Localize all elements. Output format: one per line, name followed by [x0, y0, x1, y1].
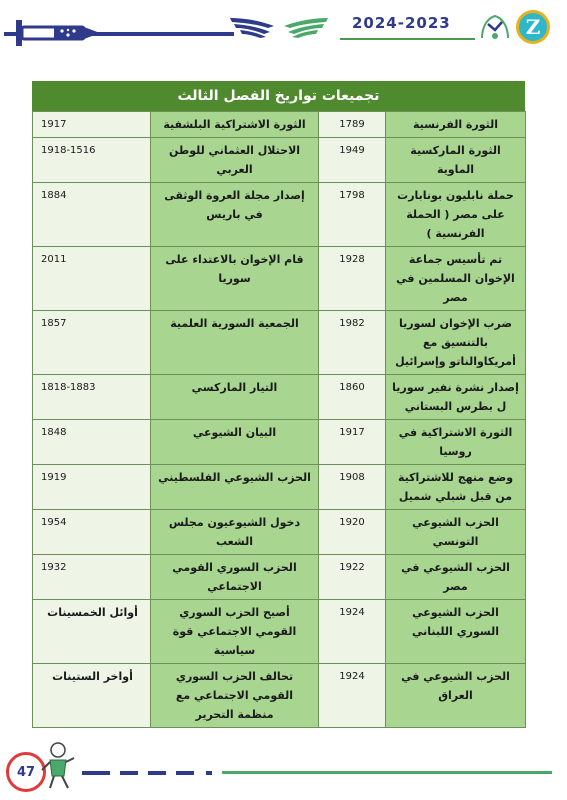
year-cell: 1860 [319, 375, 386, 420]
event-cell: دخول الشيوعيون مجلس الشعب [151, 510, 319, 555]
event-cell: وضع منهج للاشتراكية من قبل شبلي شميل [386, 465, 526, 510]
page-number: 47 [6, 752, 46, 792]
event-cell: الحزب السوري القومي الاجتماعي [151, 555, 319, 600]
wing-icon [228, 14, 276, 40]
event-cell: تحالف الحزب السوري القومي الاجتماعي مع منظمة التحرير [151, 664, 319, 728]
academic-year: 2024-2023 [352, 14, 451, 32]
year-cell: 1982 [319, 311, 386, 375]
table-title: تجميعات تواريخ الفصل الثالث [32, 81, 525, 111]
year-cell: 1789 [319, 112, 386, 138]
year-cell: 1857 [33, 311, 151, 375]
event-cell: الجمعية السورية العلمية [151, 311, 319, 375]
year-cell: 1919 [33, 465, 151, 510]
year-cell: 1928 [319, 247, 386, 311]
event-cell: الاحتلال العثماني للوطن العربي [151, 138, 319, 183]
event-cell: الحزب الشيوعي السوري اللبناني [386, 600, 526, 664]
year-cell: 1954 [33, 510, 151, 555]
year-cell: 1798 [319, 183, 386, 247]
year-cell: أوائل الخمسينات [33, 600, 151, 664]
event-cell: التيار الماركسي [151, 375, 319, 420]
event-cell: إصدار مجلة العروة الوثقى في باريس [151, 183, 319, 247]
year-cell: 1920 [319, 510, 386, 555]
event-cell: الثورة الماركسية الماوية [386, 138, 526, 183]
year-cell: 1924 [319, 664, 386, 728]
table-row [33, 138, 526, 183]
event-cell: الثورة الاشتراكية البلشفية [151, 112, 319, 138]
year-cell: 1848 [33, 420, 151, 465]
pen-icon [14, 18, 102, 48]
dates-table [32, 81, 525, 728]
student-figure-icon [40, 740, 76, 790]
event-cell: الحزب الشيوعي الفلسطيني [151, 465, 319, 510]
event-cell: الحزب الشيوعي في مصر [386, 555, 526, 600]
table-row [33, 420, 526, 465]
event-cell: الثورة الاشتراكية في روسيا [386, 420, 526, 465]
year-cell: 1917 [319, 420, 386, 465]
event-cell: البيان الشيوعي [151, 420, 319, 465]
table-row [33, 112, 526, 138]
table-row [33, 375, 526, 420]
year-cell: 1922 [319, 555, 386, 600]
footer-rule [82, 771, 552, 775]
year-cell: 1932 [33, 555, 151, 600]
table-row [33, 311, 526, 375]
emblem-icon [478, 10, 512, 44]
year-cell: 1924 [319, 600, 386, 664]
year-cell: 1884 [33, 183, 151, 247]
table-row [33, 183, 526, 247]
table-row [33, 664, 526, 728]
table-row [33, 465, 526, 510]
year-cell: 1818-1883 [33, 375, 151, 420]
event-cell: الثورة الفرنسية [386, 112, 526, 138]
event-cell: حملة نابليون بونابارت على مصر ( الحملة الفرنسية ) [386, 183, 526, 247]
event-cell: تم تأسيس جماعة الإخوان المسلمين في مصر [386, 247, 526, 311]
event-cell: الحزب الشيوعي في العراق [386, 664, 526, 728]
event-cell: أصبح الحزب السوري القومي الاجتماعي قوة سياسية [151, 600, 319, 664]
table-row [33, 247, 526, 311]
event-cell: قام الإخوان بالاعتداء على سوريا [151, 247, 319, 311]
z-logo: Z [516, 10, 550, 44]
event-cell: الحزب الشيوعي التونسي [386, 510, 526, 555]
year-cell: 1918-1516 [33, 138, 151, 183]
table-row [33, 510, 526, 555]
year-cell: 1908 [319, 465, 386, 510]
event-cell: ضرب الإخوان لسوريا بالتنسيق مع أمريكاوالناتو وإسرائيل [386, 311, 526, 375]
year-cell: 1949 [319, 138, 386, 183]
year-underline [340, 38, 475, 40]
year-cell: أواخر الستينات [33, 664, 151, 728]
year-cell: 1917 [33, 112, 151, 138]
year-cell: 2011 [33, 247, 151, 311]
event-cell: إصدار نشرة نفير سوريا ل بطرس البستاني [386, 375, 526, 420]
table-row [33, 600, 526, 664]
wing-icon [282, 14, 330, 40]
table-row [33, 555, 526, 600]
